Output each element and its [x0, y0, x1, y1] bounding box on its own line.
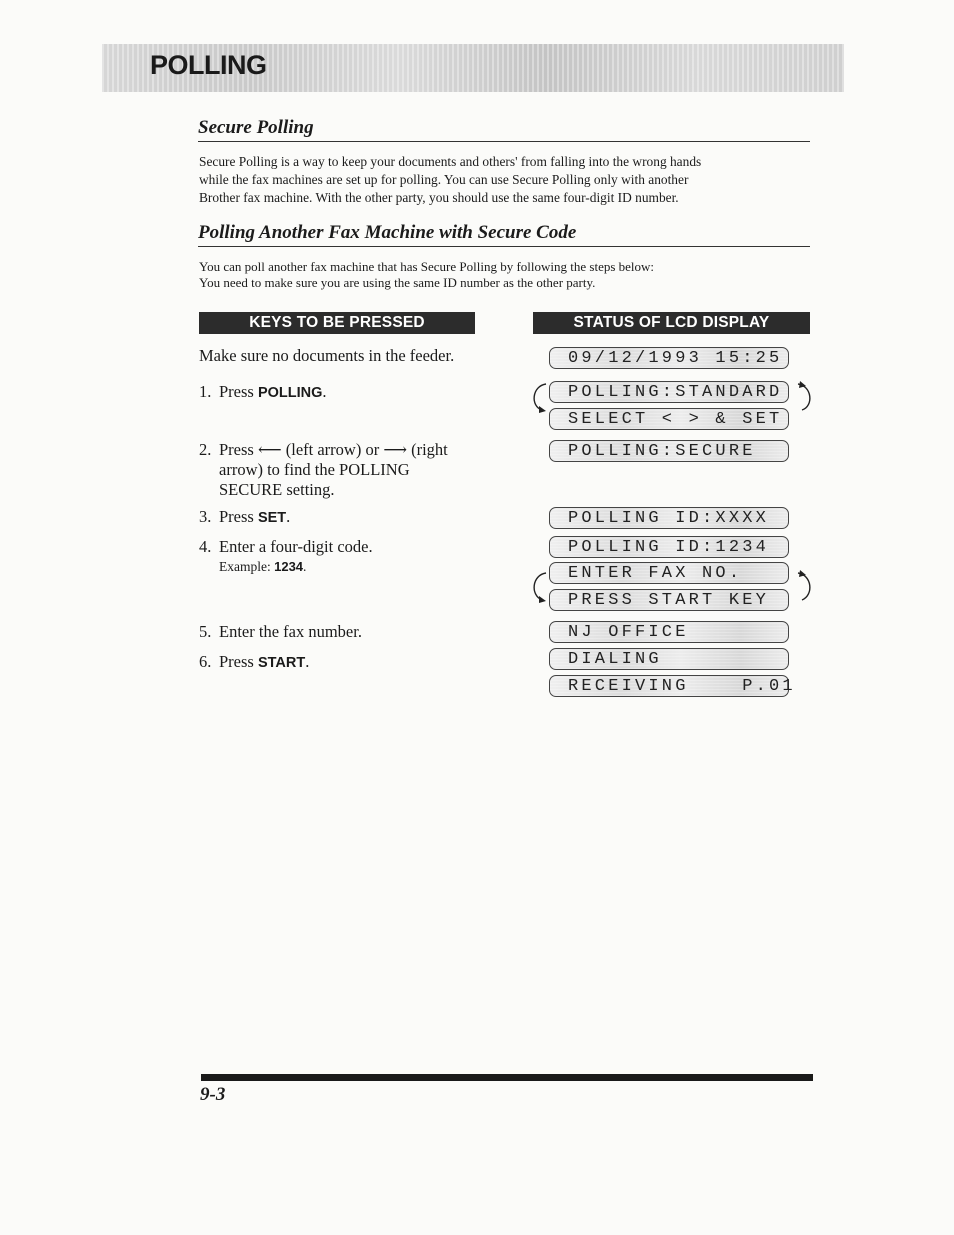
step-number: 6.	[199, 652, 212, 671]
section-title-secure-polling: Secure Polling	[198, 117, 810, 142]
lcd-column-header: STATUS OF LCD DISPLAY	[533, 312, 810, 334]
step-5	[199, 622, 479, 642]
step-text: Press	[219, 507, 258, 526]
lcd-select-set: SELECT < > & SET	[549, 408, 789, 430]
step-text: Press ⟵ (left arrow) or ⟶ (right	[219, 440, 448, 459]
description-line: Secure Polling is a way to keep your documents and others' from falling into the wrong hands	[199, 154, 702, 169]
alternate-arrow-right-icon	[792, 378, 818, 416]
step-number: 2.	[199, 440, 212, 459]
step-intro: Make sure no documents in the feeder.	[199, 346, 455, 365]
lcd-polling-standard: POLLING:STANDARD	[549, 381, 789, 403]
example-code	[199, 557, 479, 577]
step-end: .	[322, 382, 327, 401]
step-text: Press	[219, 382, 258, 401]
step-text: SECURE setting.	[219, 480, 335, 499]
step-4	[199, 537, 479, 577]
step-text: Enter a four-digit code.	[219, 537, 373, 556]
description-line: Brother fax machine. With the other party, you should use the same four-digit ID number.	[199, 190, 679, 205]
step-end: .	[305, 652, 310, 671]
description-line: You can poll another fax machine that has Secure Polling by following the steps below:	[199, 259, 655, 274]
step-1	[199, 382, 479, 403]
lcd-nj-office: NJ OFFICE	[549, 621, 789, 643]
footer-rule	[201, 1074, 813, 1081]
key-set: SET	[257, 510, 287, 526]
alternate-arrow-right-icon	[792, 567, 818, 607]
step-6	[199, 652, 479, 673]
example-end: .	[303, 559, 307, 574]
lcd-receiving: RECEIVING P.01	[549, 675, 789, 697]
step-2	[199, 440, 479, 500]
step-number: 1.	[199, 382, 212, 401]
step-number: 4.	[199, 537, 212, 556]
lcd-polling-id-blank: POLLING ID:XXXX	[549, 507, 789, 529]
key-start: START	[257, 655, 306, 671]
example-value: 1234	[274, 559, 304, 574]
page-number: 9-3	[200, 1084, 226, 1105]
alternate-arrow-left-icon	[526, 378, 552, 416]
step-number: 5.	[199, 622, 212, 641]
step-end: .	[286, 507, 291, 526]
lcd-press-start-key: PRESS START KEY	[549, 589, 789, 611]
keys-column-header: KEYS TO BE PRESSED	[199, 312, 475, 334]
alternate-arrow-left-icon	[526, 567, 552, 607]
example-label: Example:	[219, 559, 275, 574]
step-3	[199, 507, 479, 528]
step-text: arrow) to find the POLLING	[219, 460, 410, 479]
section-title-polling-another: Polling Another Fax Machine with Secure Code	[198, 222, 810, 247]
description-line: while the fax machines are set up for polling. You can use Secure Polling only with another	[199, 172, 689, 187]
polling-another-description	[199, 259, 813, 291]
lcd-datetime: 09/12/1993 15:25	[549, 347, 789, 369]
step-text: Press	[219, 652, 258, 671]
step-text: Enter the fax number.	[219, 622, 362, 641]
step-number: 3.	[199, 507, 212, 526]
lcd-polling-secure: POLLING:SECURE	[549, 440, 789, 462]
key-polling: POLLING	[257, 385, 323, 401]
lcd-enter-fax-no: ENTER FAX NO.	[549, 562, 789, 584]
lcd-polling-id-code: POLLING ID:1234	[549, 536, 789, 558]
lcd-dialing: DIALING	[549, 648, 789, 670]
header-banner	[102, 44, 844, 92]
secure-polling-description	[199, 153, 813, 207]
chapter-title: POLLING	[150, 50, 267, 80]
description-line: You need to make sure you are using the same ID number as the other party.	[199, 275, 596, 290]
